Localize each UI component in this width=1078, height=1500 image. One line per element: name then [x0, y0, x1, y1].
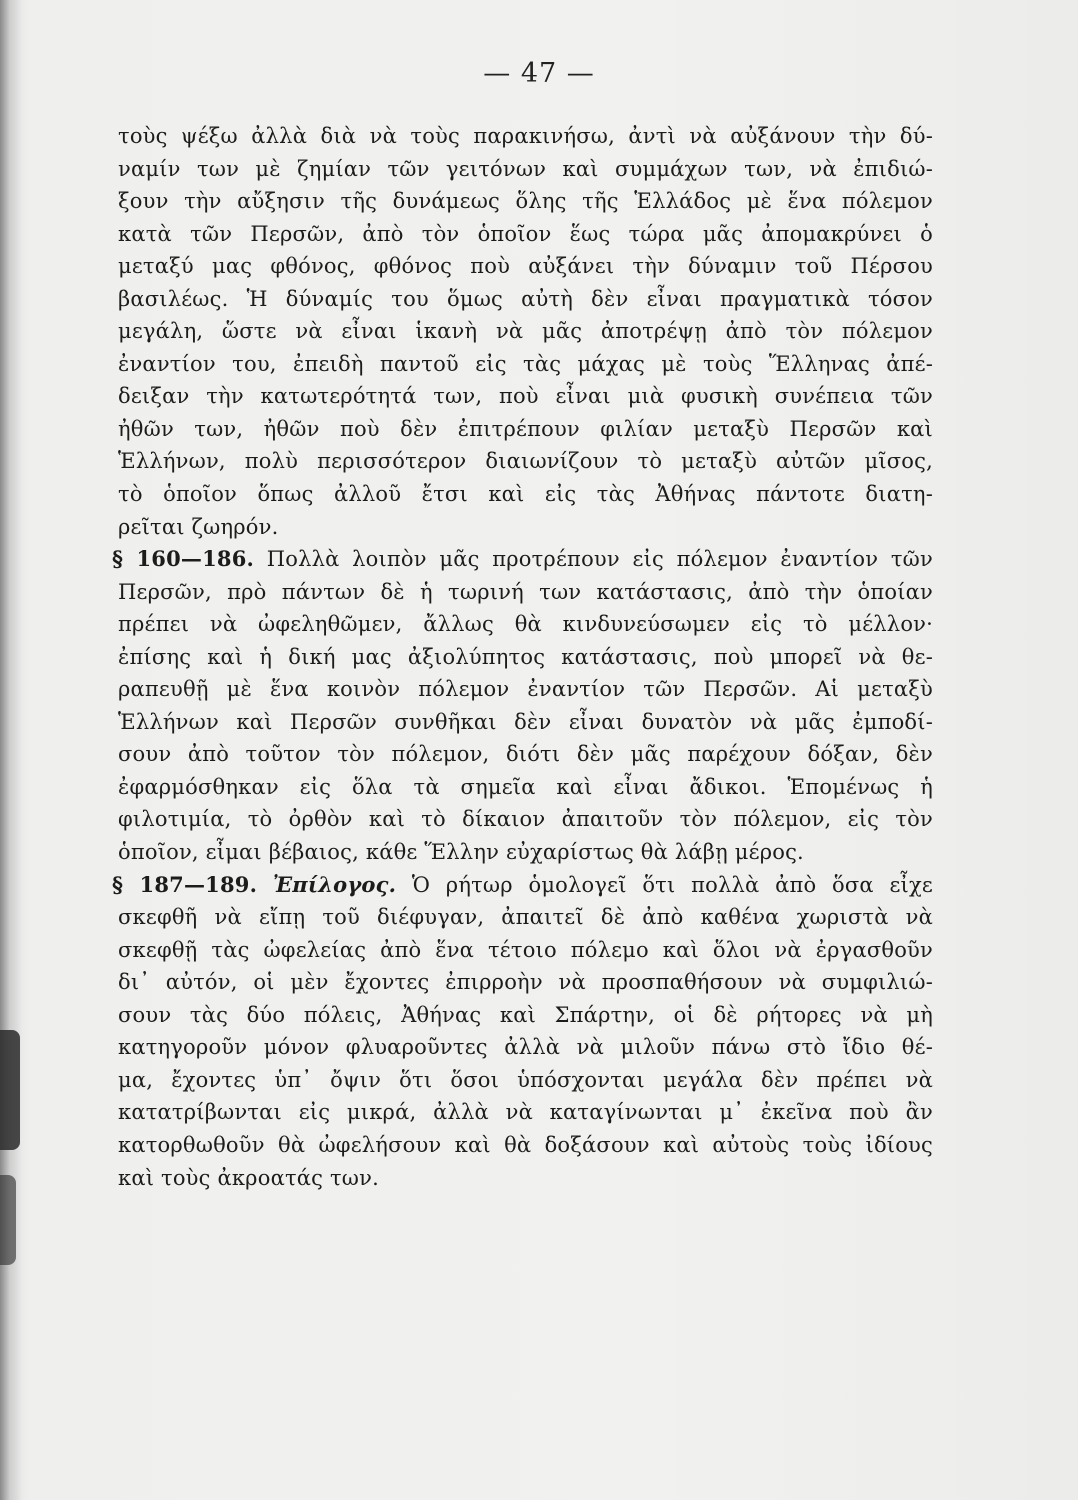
section-187-first-line: Ὁ ρήτωρ ὁμολογεῖ ὅτι πολλὰ ἀπὸ ὅσα εἶχε — [411, 872, 933, 897]
text-line: κατὰ τῶν Περσῶν, ἀπὸ τὸν ὁποῖον ἕως τώρα μᾶς ἀπομακρύνει ὁ — [118, 221, 933, 246]
section-187-mark: § 187—189. — [112, 871, 258, 897]
page-edge-shadow — [0, 0, 22, 1500]
page-number: — 47 — — [483, 58, 595, 89]
text-line: Ἑλλήνων, πολὺ περισσότερον διαιωνίζουν τὸ μεταξὺ αὐτῶν μῖσος, — [118, 449, 933, 474]
text-line: βασιλέως. Ἡ δύναμίς του ὅμως αὐτὴ δὲν εἶναι πραγματικὰ τόσον — [118, 286, 933, 311]
section-187-title: Ἐπίλογος. — [272, 871, 397, 897]
text-line: μα, ἔχοντες ὑπ᾽ ὄψιν ὅτι ὅσοι ὑπόσχονται μεγάλα δὲν πρέπει νὰ — [118, 1067, 933, 1092]
section-187-heading-line — [112, 869, 933, 902]
binding-stain — [0, 1030, 20, 1150]
text-line: ξουν τὴν αὔξησιν τῆς δυνάμεως ὅλης τῆς Ἑλλάδος μὲ ἕνα πόλεμον — [118, 189, 933, 214]
text-line: δειξαν τὴν κατωτερότητά των, ποὺ εἶναι μιὰ φυσικὴ συνέπεια τῶν — [118, 384, 933, 409]
text-line: κατηγοροῦν μόνον φλυαροῦντες ἀλλὰ νὰ μιλοῦν πάνω στὸ ἴδιο θέ- — [118, 1035, 933, 1060]
text-line: ναμίν των μὲ ζημίαν τῶν γειτόνων καὶ συμμάχων των, νὰ ἐπιδιώ- — [118, 156, 933, 181]
section-160-heading-line — [112, 543, 933, 576]
text-line: πρέπει νὰ ὠφεληθῶμεν, ἄλλως θὰ κινδυνεύσωμεν εἰς τὸ μέλλον· — [118, 612, 933, 637]
binding-stain — [0, 1175, 16, 1265]
text-line: ρεῖται ζωηρόν. — [118, 514, 279, 539]
text-line: σουν τὰς δύο πόλεις, Ἀθήνας καὶ Σπάρτην, οἱ δὲ ρήτορες νὰ μὴ — [118, 1002, 933, 1027]
text-line: σουν ἀπὸ τοῦτον τὸν πόλεμον, διότι δὲν μᾶς παρέχουν δόξαν, δὲν — [118, 742, 933, 767]
text-line: Ἑλλήνων καὶ Περσῶν συνθῆκαι δὲν εἶναι δυνατὸν νὰ μᾶς ἐμποδί- — [118, 709, 933, 734]
text-line: μεταξύ μας φθόνος, φθόνος ποὺ αὐξάνει τὴν δύναμιν τοῦ Πέρσου — [118, 254, 933, 279]
text-line: δι᾽ αὐτόν, οἱ μὲν ἔχοντες ἐπιρροὴν νὰ προσπαθήσουν νὰ συμφιλιώ- — [118, 970, 933, 995]
text-line: ραπευθῇ μὲ ἕνα κοινὸν πόλεμον ἐναντίον τῶν Περσῶν. Αἱ μεταξὺ — [118, 677, 933, 702]
text-line: ἐναντίον του, ἐπειδὴ παντοῦ εἰς τὰς μάχας μὲ τοὺς Ἕλληνας ἀπέ- — [118, 351, 933, 376]
text-line: ἐφαρμόσθηκαν εἰς ὅλα τὰ σημεῖα καὶ εἶναι ἄδικοι. Ἑπομένως ἡ — [118, 774, 933, 799]
text-line: ἐπίσης καὶ ἡ δική μας ἀξιολύπητος κατάστασις, ποὺ μπορεῖ νὰ θε- — [118, 644, 933, 669]
section-160-mark: § 160—186. — [112, 546, 255, 572]
text-line: τὸ ὁποῖον ὅπως ἀλλοῦ ἔτσι καὶ εἰς τὰς Ἀθήνας πάντοτε διατη- — [118, 482, 933, 507]
section-160-first-line: Πολλὰ λοιπὸν μᾶς προτρέπουν εἰς πόλεμον ἐναντίον τῶν — [266, 547, 933, 572]
text-line: σκεφθῆ νὰ εἴπῃ τοῦ διέφυγαν, ἀπαιτεῖ δὲ ἀπὸ καθένα χωριστὰ νὰ — [118, 905, 933, 930]
text-line: μεγάλη, ὥστε νὰ εἶναι ἱκανὴ νὰ μᾶς ἀποτρέψῃ ἀπὸ τὸν πόλεμον — [118, 319, 933, 344]
text-line: κατατρίβωνται εἰς μικρά, ἀλλὰ νὰ καταγίνωνται μ᾽ ἐκεῖνα ποὺ ἂν — [118, 1100, 933, 1125]
text-line: κατορθωθοῦν θὰ ὠφελήσουν καὶ θὰ δοξάσουν καὶ αὐτοὺς τοὺς ἰδίους — [118, 1132, 933, 1157]
text-line: ὁποῖον, εἶμαι βέβαιος, κάθε Ἕλλην εὐχαρίστως θὰ λάβῃ μέρος. — [118, 840, 804, 865]
body-text — [112, 120, 933, 1194]
text-line: καὶ τοὺς ἀκροατάς των. — [118, 1165, 379, 1190]
text-line: τοὺς ψέξω ἀλλὰ διὰ νὰ τοὺς παρακινήσω, ἀντὶ νὰ αὐξάνουν τὴν δύ- — [118, 124, 933, 148]
text-line: σκεφθῇ τὰς ὠφελείας ἀπὸ ἕνα τέτοιο πόλεμο καὶ ὅλοι νὰ ἐργασθοῦν — [118, 937, 933, 962]
text-line: φιλοτιμία, τὸ ὀρθὸν καὶ τὸ δίκαιον ἀπαιτοῦν τὸν πόλεμον, εἰς τὸν — [118, 807, 933, 832]
text-line: Περσῶν, πρὸ πάντων δὲ ἡ τωρινή των κατάστασις, ἀπὸ τὴν ὁποίαν — [118, 579, 933, 604]
text-line: ἠθῶν των, ἠθῶν ποὺ δὲν ἐπιτρέπουν φιλίαν μεταξὺ Περσῶν καὶ — [118, 416, 933, 441]
